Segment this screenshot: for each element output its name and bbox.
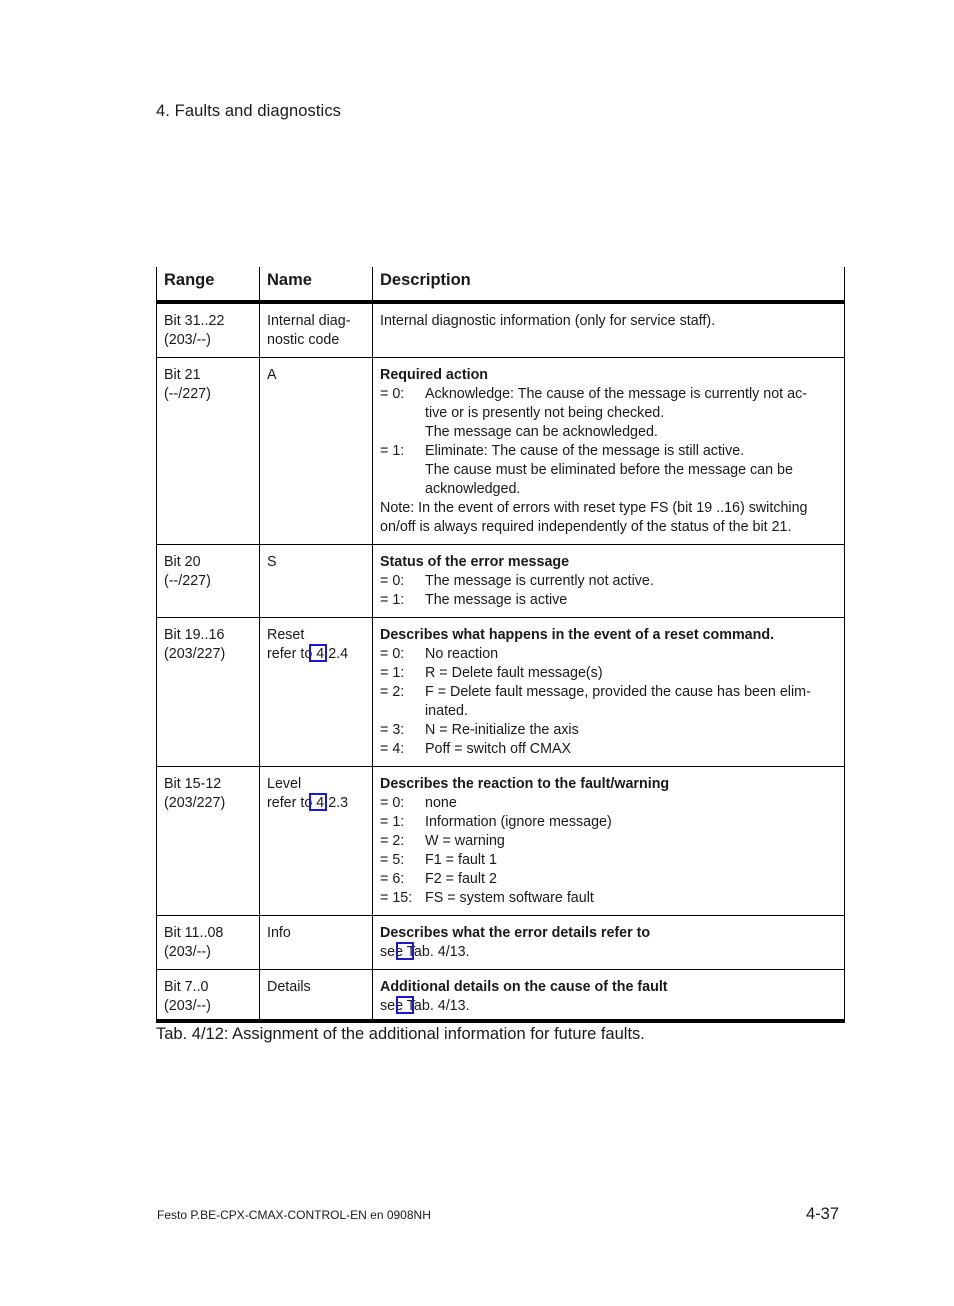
description-title: Describes what happens in the event of a reset command. [380,627,775,643]
name-text: Details [267,979,311,995]
range-bits: Bit 21 [164,367,201,383]
option-code: = 6: [380,871,405,887]
option-item [380,813,837,832]
option-text: F2 = fault 2 [425,871,497,887]
option-code: = 1: [380,443,405,459]
table-caption: Tab. 4/12: Assignment of the additional information for future faults. [156,1025,645,1043]
option-code: = 1: [380,665,405,681]
range-cell [157,916,260,970]
option-item [380,572,837,591]
option-item [380,591,837,610]
section-header: 4. Faults and diagnostics [156,102,342,120]
option-item [380,664,837,683]
option-item [380,721,837,740]
option-text: Information (ignore message) [425,814,612,830]
option-item [380,385,837,442]
option-item [380,740,837,759]
description-cell [373,970,845,1022]
range-bits: Bit 15-12 [164,776,222,792]
range-bits: Bit 11..08 [164,925,224,941]
option-item [380,794,837,813]
option-text: Poff = switch off CMAX [425,741,572,757]
description-title: Describes the reaction to the fault/warning [380,776,670,792]
option-item [380,870,837,889]
name-cell [260,916,373,970]
option-text: The message can be acknowledged. [425,424,658,440]
column-header-range: Range [157,267,260,302]
description-title: Additional details on the cause of the fault [380,979,668,995]
table-row [157,545,845,618]
range-cell [157,545,260,618]
fault-info-table-wrapper [156,267,844,1023]
footer-document-id: Festo P.BE-CPX-CMAX-CONTROL-EN en 0908NH [157,1208,431,1222]
name-cell [260,618,373,767]
table-row [157,618,845,767]
range-cell [157,302,260,358]
option-text: The message is currently not active. [425,573,654,589]
option-text: The cause must be eliminated before the message can be [425,462,793,478]
option-code: = 4: [380,741,405,757]
description-cell [373,618,845,767]
table-reference-link[interactable] [380,997,837,1016]
range-addresses: (203/227) [164,646,226,662]
option-item [380,889,837,908]
page-number: 4-37 [805,1205,839,1223]
cross-reference-text: refer to 4.2.4 [267,646,349,662]
table-header-row [157,267,845,302]
name-cell [260,358,373,545]
name-text: Info [267,925,291,941]
option-code: = 2: [380,684,405,700]
option-text: tive or is presently not being checked. [425,405,665,421]
option-text: acknowledged. [425,481,521,497]
cross-reference-link[interactable] [267,645,365,664]
cross-reference-text: refer to 4.2.3 [267,795,349,811]
option-code: = 0: [380,646,405,662]
option-text: Acknowledge: The cause of the message is currently not ac- [425,386,807,402]
option-code: = 1: [380,814,405,830]
table-row [157,916,845,970]
description-cell [373,767,845,916]
option-code: = 0: [380,573,405,589]
option-code: = 0: [380,386,405,402]
range-cell [157,970,260,1022]
fault-info-table [156,267,845,1023]
option-text: N = Re-initialize the axis [425,722,579,738]
range-bits: Bit 19..16 [164,627,225,643]
option-text: Eliminate: The cause of the message is still active. [425,443,745,459]
option-text: The message is active [425,592,568,608]
option-code: = 15: [380,890,413,906]
description-title: Required action [380,367,489,383]
note-text: Note: In the event of errors with reset type FS (bit 19 ..16) switching [380,500,808,516]
name-text: S [267,554,277,570]
column-header-name: Name [260,267,373,302]
option-text: R = Delete fault message(s) [425,665,603,681]
range-addresses: (203/--) [164,944,211,960]
description-cell [373,545,845,618]
range-bits: Bit 7..0 [164,979,209,995]
option-text: W = warning [425,833,505,849]
range-addresses: (203/--) [164,998,211,1014]
table-row [157,302,845,358]
range-cell [157,767,260,916]
option-code: = 0: [380,795,405,811]
table-row [157,767,845,916]
name-cell [260,970,373,1022]
name-text: Reset [267,627,305,643]
range-bits: Bit 20 [164,554,201,570]
option-text: FS = system software fault [425,890,594,906]
option-item [380,683,837,721]
description-title: Status of the error message [380,554,570,570]
option-item [380,832,837,851]
description-cell [373,916,845,970]
table-row [157,970,845,1022]
description-cell [373,358,845,545]
option-text: F = Delete fault message, provided the cause has been elim- [425,684,811,700]
table-reference-text: see Tab. 4/13. [380,998,470,1014]
name-text: Internal diag- [267,313,351,329]
name-cell [260,545,373,618]
range-cell [157,618,260,767]
option-code: = 2: [380,833,405,849]
description-cell [373,302,845,358]
name-cell [260,302,373,358]
cross-reference-link[interactable] [267,794,365,813]
range-addresses: (--/227) [164,573,211,589]
option-code: = 3: [380,722,405,738]
range-addresses: (203/227) [164,795,226,811]
name-text: A [267,367,277,383]
option-text: F1 = fault 1 [425,852,497,868]
range-addresses: (--/227) [164,386,211,402]
column-header-description: Description [373,267,845,302]
link-marker-box[interactable] [396,996,414,1014]
option-text: none [425,795,457,811]
range-cell [157,358,260,545]
name-text: nostic code [267,332,340,348]
link-marker-box[interactable] [396,942,414,960]
table-reference-link[interactable] [380,943,837,962]
option-code: = 1: [380,592,405,608]
option-text: No reaction [425,646,499,662]
option-text: inated. [425,703,468,719]
link-marker-box[interactable] [309,793,327,811]
option-item [380,851,837,870]
table-row [157,358,845,545]
option-item [380,442,837,499]
option-item [380,645,837,664]
table-reference-text: see Tab. 4/13. [380,944,470,960]
option-code: = 5: [380,852,405,868]
description-text: Internal diagnostic information (only for service staff). [380,313,716,329]
link-marker-box[interactable] [309,644,327,662]
range-bits: Bit 31..22 [164,313,225,329]
name-text: Level [267,776,302,792]
note-text: on/off is always required independently of the status of the bit 21. [380,519,792,535]
range-addresses: (203/--) [164,332,211,348]
name-cell [260,767,373,916]
description-title: Describes what the error details refer to [380,925,651,941]
